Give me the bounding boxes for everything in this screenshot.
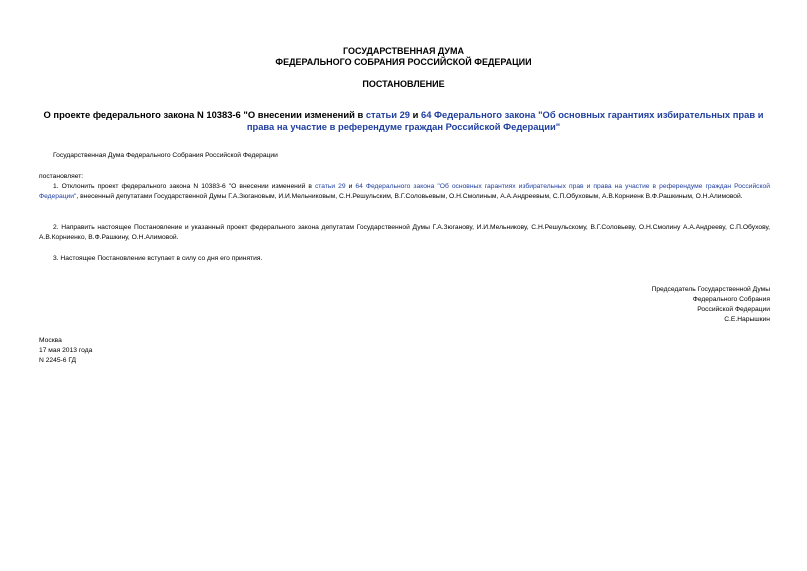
footer-number: N 2245-6 ГД <box>39 357 77 364</box>
p1-link-federal-law[interactable]: 64 Федерального закона "Об основных гарантиях избирательных прав и права на участие в референдуме граждан Российской Федерации" <box>39 183 770 200</box>
document-title <box>36 109 771 133</box>
title-text-1: О проекте федерального закона N 10383-6 "О внесении изменений в <box>43 109 366 120</box>
header-line-1: ГОСУДАРСТВЕННАЯ ДУМА <box>342 46 465 56</box>
title-link-article-29[interactable]: статьи 29 <box>365 109 411 120</box>
p1-link-article-29[interactable]: статьи 29 <box>314 183 346 190</box>
preamble: Государственная Дума Федерального Собрания Российской Федерации <box>53 152 278 159</box>
footer-block <box>39 336 339 366</box>
header-line-2: ФЕДЕРАЛЬНОГО СОБРАНИЯ РОССИЙСКОЙ ФЕДЕРАЦИИ <box>275 57 532 67</box>
paragraph-2: 2. Направить настоящее Постановление и указанный проект федерального закона депутатам Государственной Думы Г.А.Зюганову, И.И.Мельникову, С.Н.Решульскому, В.Г.Соловьеву, О.Н.Смолину А.А.Андрееву, С.П.Обухову, А.В.Корниенко, В.Ф.Рашкину, О.Н.Алимовой. <box>39 224 770 241</box>
title-link-federal-law[interactable]: 64 Федерального закона "Об основных гарантиях избирательных прав и права на участие в референдуме граждан Российской Федерации" <box>246 109 764 132</box>
signature-block <box>470 285 770 325</box>
footer-date: 17 мая 2013 года <box>39 347 93 354</box>
p1-text-1: 1. Отклонить проект федерального закона N 10383-6 "О внесении изменений в <box>53 183 315 190</box>
paragraph-1 <box>39 182 770 202</box>
resolves-label: постановляет: <box>39 173 84 180</box>
p1-text-2: и <box>345 183 356 190</box>
document-type: ПОСТАНОВЛЕНИЕ <box>362 79 445 89</box>
title-text-2: и <box>410 109 421 120</box>
paragraph-3: 3. Настоящее Постановление вступает в силу со дня его принятия. <box>53 255 263 262</box>
footer-city: Москва <box>39 337 62 344</box>
signature-line-3: Российской Федерации <box>697 306 770 313</box>
p1-text-3: , внесенный депутатами Государственной Думы Г.А.Зюгановым, И.И.Мельниковым, С.Н.Решульским, В.Г.Соловьевым, О.Н.Смолиным, А.А.Андреевым, С.П.Обуховым, А.В.Корниенк В.Ф.Рашкиным, О.Н.Алимовой. <box>76 193 743 200</box>
signature-line-1: Председатель Государственной Думы <box>651 286 770 293</box>
signature-name: С.Е.Нарышкин <box>724 316 770 323</box>
signature-line-2: Федерального Собрания <box>692 296 770 303</box>
